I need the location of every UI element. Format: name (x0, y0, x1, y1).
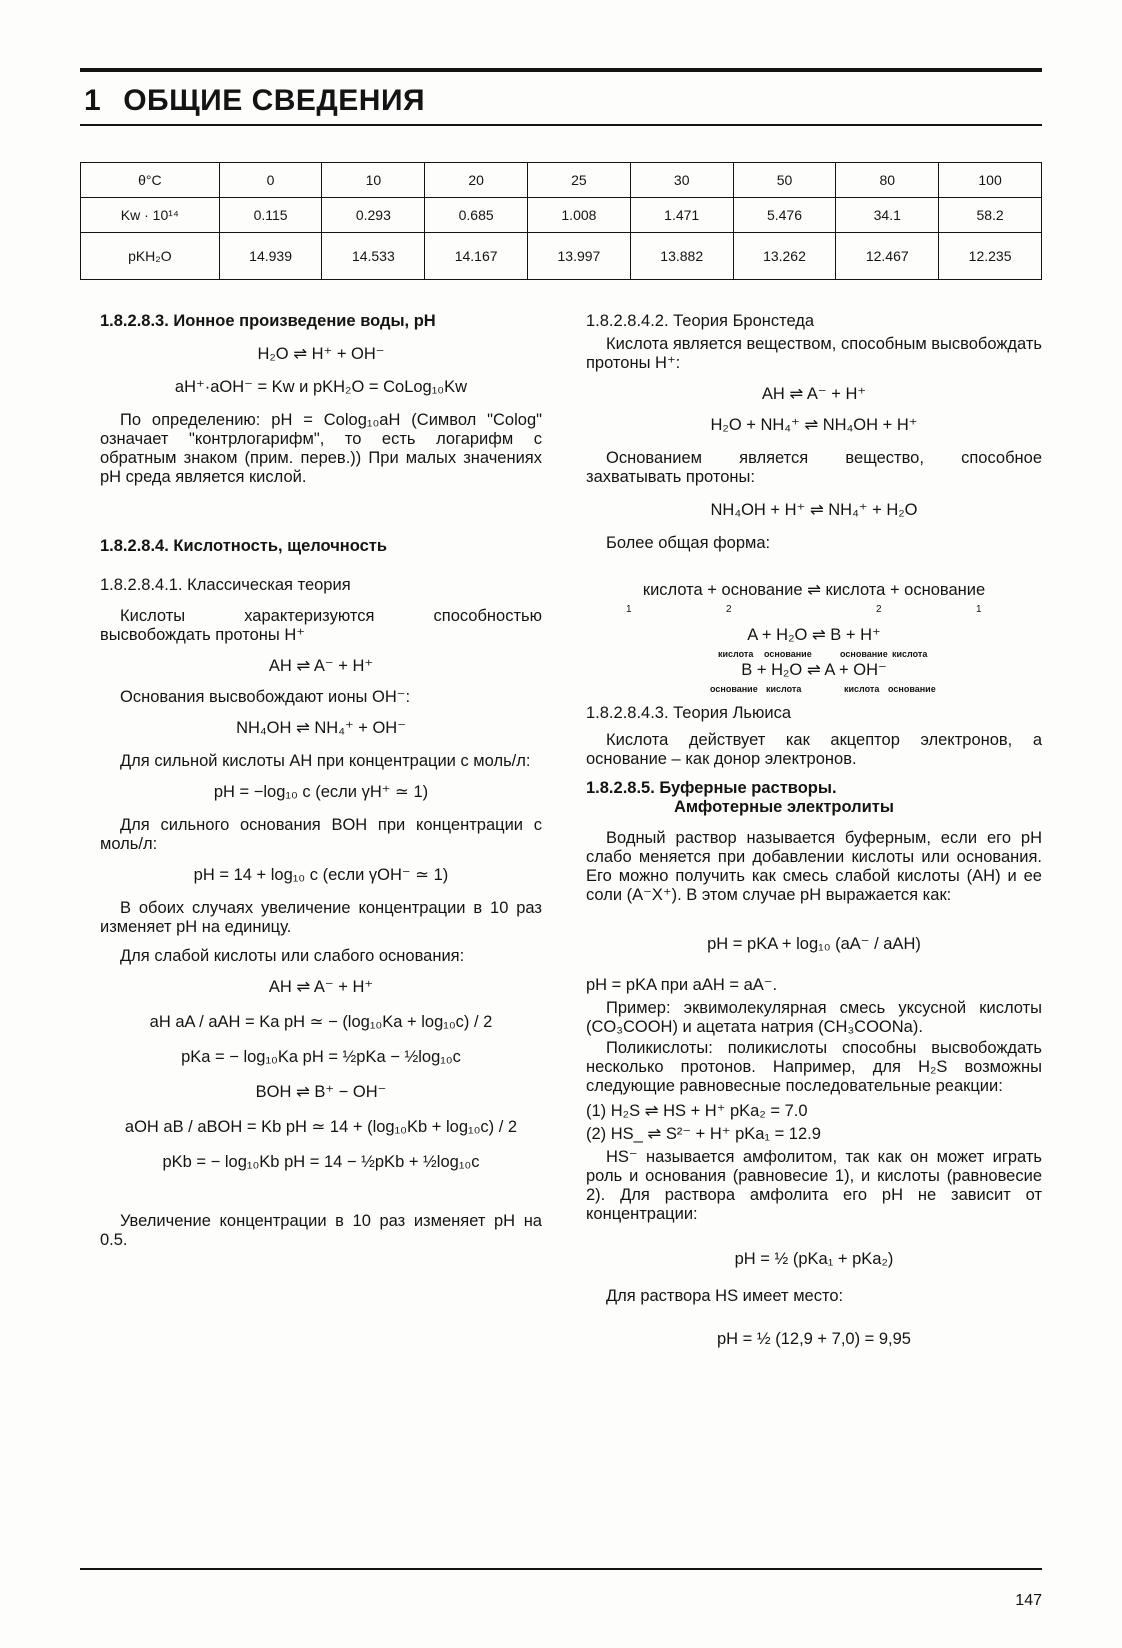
table-cell: 30 (630, 163, 733, 198)
equation: pH = ½ (12,9 + 7,0) = 9,95 (716, 1330, 911, 1348)
section-heading: 1.8.2.8.4. Кислотность, щелочность (100, 537, 388, 555)
equation: кислота + основание ⇌ кислота + основание (642, 581, 986, 599)
table-cell: 58.2 (939, 198, 1042, 233)
chapter-title-text: ОБЩИЕ СВЕДЕНИЯ (123, 84, 426, 117)
table-cell: 0.115 (219, 198, 322, 233)
subsection-heading: 1.8.2.8.4.3. Теория Льюиса (586, 704, 792, 722)
table-cell: 100 (939, 163, 1042, 198)
table-cell: 1.008 (528, 198, 631, 233)
paragraph: Для сильной кислоты AH при концентрации c моль/л: (120, 752, 531, 770)
paragraph: Для слабой кислоты или слабого основания: (120, 947, 465, 965)
reaction-line: (2) HS_ ⇌ S²⁻ + H⁺ pKa₁ = 12.9 (586, 1125, 821, 1143)
equation: BOH ⇌ B⁺ − OH⁻ (255, 1083, 387, 1101)
role-label: основание (840, 649, 888, 659)
equation: pH = 14 + log₁₀ c (если γOH⁻ ≃ 1) (193, 866, 449, 884)
page-number: 147 (1015, 1592, 1042, 1609)
table-cell: 14.167 (425, 233, 528, 280)
top-rule (80, 68, 1042, 72)
index-label: 1 (976, 604, 982, 615)
equation: NH₄OH ⇌ NH₄⁺ + OH⁻ (236, 719, 406, 737)
table-cell: Kw · 10¹⁴ (81, 198, 220, 233)
section-heading: 1.8.2.8.3. Ионное произведение воды, рН (100, 312, 436, 330)
table-cell: 0.685 (425, 198, 528, 233)
equation: NH₄OH + H⁺ ⇌ NH₄⁺ + H₂O (710, 501, 918, 519)
left-column (100, 312, 542, 1250)
right-column (586, 312, 1042, 1349)
role-label: кислота (892, 649, 928, 659)
table-cell: 13.882 (630, 233, 733, 280)
paragraph: Увеличение концентрации в 10 раз изменяет рН на 0.5. (100, 1212, 542, 1249)
paragraph: Кислота является веществом, способным высвобождать протоны H⁺: (586, 335, 1042, 372)
table-row (81, 233, 1042, 280)
equation-indices (586, 600, 1042, 615)
equation: A + H₂O ⇌ B + H⁺ (747, 626, 881, 644)
table-cell: 5.476 (733, 198, 836, 233)
table-cell: 0 (219, 163, 322, 198)
equation: pH = −log₁₀ c (если γH⁺ ≃ 1) (213, 783, 429, 801)
table-cell: θ°C (81, 163, 220, 198)
equation: aH aA / aAH = Ka pH ≃ − (log₁₀Ka + log₁₀c) / 2 (149, 1013, 493, 1031)
equation: B + H₂O ⇌ A + OH⁻ (741, 661, 887, 679)
equation: pH = pKA + log₁₀ (aA⁻ / aAH) (707, 935, 921, 953)
table-cell: 12.235 (939, 233, 1042, 280)
role-label: кислота (718, 649, 754, 659)
table-cell: 20 (425, 163, 528, 198)
paragraph: По определению: pH = Colog₁₀aH (Символ "Colog" означает "контрлогарифм", то есть логарифм с обратным знаком (прим. перев.)) При малых значениях рН среда является кислой. (100, 411, 542, 486)
equation-role-labels (586, 645, 1042, 657)
index-label: 2 (726, 604, 732, 615)
equation: aH⁺·aOH⁻ = Kw и pKH₂O = CoLog₁₀Kw (174, 378, 468, 396)
paragraph: Основанием является вещество, способное захватывать протоны: (586, 449, 1042, 486)
section-heading: Амфотерные электролиты (674, 798, 894, 816)
paragraph: Более общая форма: (606, 534, 771, 552)
equation: pKa = − log₁₀Ka pH = ½pKa − ½log₁₀c (181, 1048, 461, 1066)
paragraph: Основания высвобождают ионы OH⁻: (120, 688, 411, 706)
role-label: кислота (844, 684, 880, 694)
index-label: 1 (626, 604, 632, 615)
table-cell: 14.939 (219, 233, 322, 280)
table-cell: 34.1 (836, 198, 939, 233)
paragraph: Кислоты характеризуются способностью высвобождать протоны H⁺ (100, 607, 542, 644)
equation-role-labels (586, 680, 1042, 692)
header-rule (80, 124, 1042, 126)
table-cell: 0.293 (322, 198, 425, 233)
role-label: основание (764, 649, 812, 659)
subsection-heading: 1.8.2.8.4.2. Теория Бронстеда (586, 312, 815, 330)
table-cell: 13.262 (733, 233, 836, 280)
table-row (81, 198, 1042, 233)
chapter-title (84, 84, 425, 118)
bottom-rule (80, 1568, 1042, 1570)
role-label: кислота (766, 684, 802, 694)
paragraph: Водный раствор называется буферным, если его pH слабо меняется при добавлении кислоты или основания. Его можно получить как смесь слабой кислоты (AH) и ее соли (A⁻X⁺). В этом случае рН выражается как: (586, 829, 1042, 904)
table-cell: 25 (528, 163, 631, 198)
subsection-heading: 1.8.2.8.4.1. Классическая теория (100, 576, 351, 594)
chapter-number: 1 (84, 84, 102, 117)
paragraph: Поликислоты: поликислоты способны высвобождать несколько протонов. Например, для H₂S возможны следующие равновесные последовательные реакции: (586, 1039, 1042, 1095)
role-label: основание (710, 684, 758, 694)
water-constant-table (80, 162, 1042, 280)
table-cell: 10 (322, 163, 425, 198)
table-cell: 50 (733, 163, 836, 198)
table-cell: 1.471 (630, 198, 733, 233)
equation: aOH aB / aBOH = Kb pH ≃ 14 + (log₁₀Kb + log₁₀c) / 2 (124, 1118, 518, 1136)
index-label: 2 (876, 604, 882, 615)
table-cell: 80 (836, 163, 939, 198)
role-label: основание (888, 684, 936, 694)
section-heading: 1.8.2.8.5. Буферные растворы. (586, 779, 837, 797)
equation: H₂O ⇌ H⁺ + OH⁻ (257, 345, 385, 363)
paragraph: Для раствора HS имеет место: (606, 1287, 844, 1305)
table-row (81, 163, 1042, 198)
equation: pKb = − log₁₀Kb pH = 14 − ½pKb + ½log₁₀c (162, 1153, 480, 1171)
paragraph: Для сильного основания BOH при концентрации c моль/л: (100, 816, 542, 853)
equation: pH = pKA при aAH = aA⁻. (586, 976, 778, 994)
reaction-line: (1) H₂S ⇌ HS + H⁺ pKa₂ = 7.0 (586, 1102, 808, 1120)
equation: AH ⇌ A⁻ + H⁺ (268, 657, 374, 675)
equation: AH ⇌ A⁻ + H⁺ (761, 385, 867, 403)
paragraph: Пример: эквимолекулярная смесь уксусной кислоты (CO₃COOH) и ацетата натрия (CH₃COONa). (586, 999, 1042, 1036)
equation: AH ⇌ A⁻ + H⁺ (268, 978, 374, 996)
equation: H₂O + NH₄⁺ ⇌ NH₄OH + H⁺ (710, 416, 918, 434)
paragraph: В обоих случаях увеличение концентрации в 10 раз изменяет рН на единицу. (100, 899, 542, 936)
paragraph: Кислота действует как акцептор электронов, а основание – как донор электронов. (586, 731, 1042, 768)
table-cell: 14.533 (322, 233, 425, 280)
paragraph: HS⁻ называется амфолитом, так как он может играть роль и основания (равновесие 1), и кислоты (равновесие 2). Для раствора амфолита его рН не зависит от концентрации: (586, 1148, 1042, 1223)
table-cell: 12.467 (836, 233, 939, 280)
table-cell: pKH₂O (81, 233, 220, 280)
equation: pH = ½ (pKa₁ + pKa₂) (734, 1250, 894, 1268)
table-cell: 13.997 (528, 233, 631, 280)
